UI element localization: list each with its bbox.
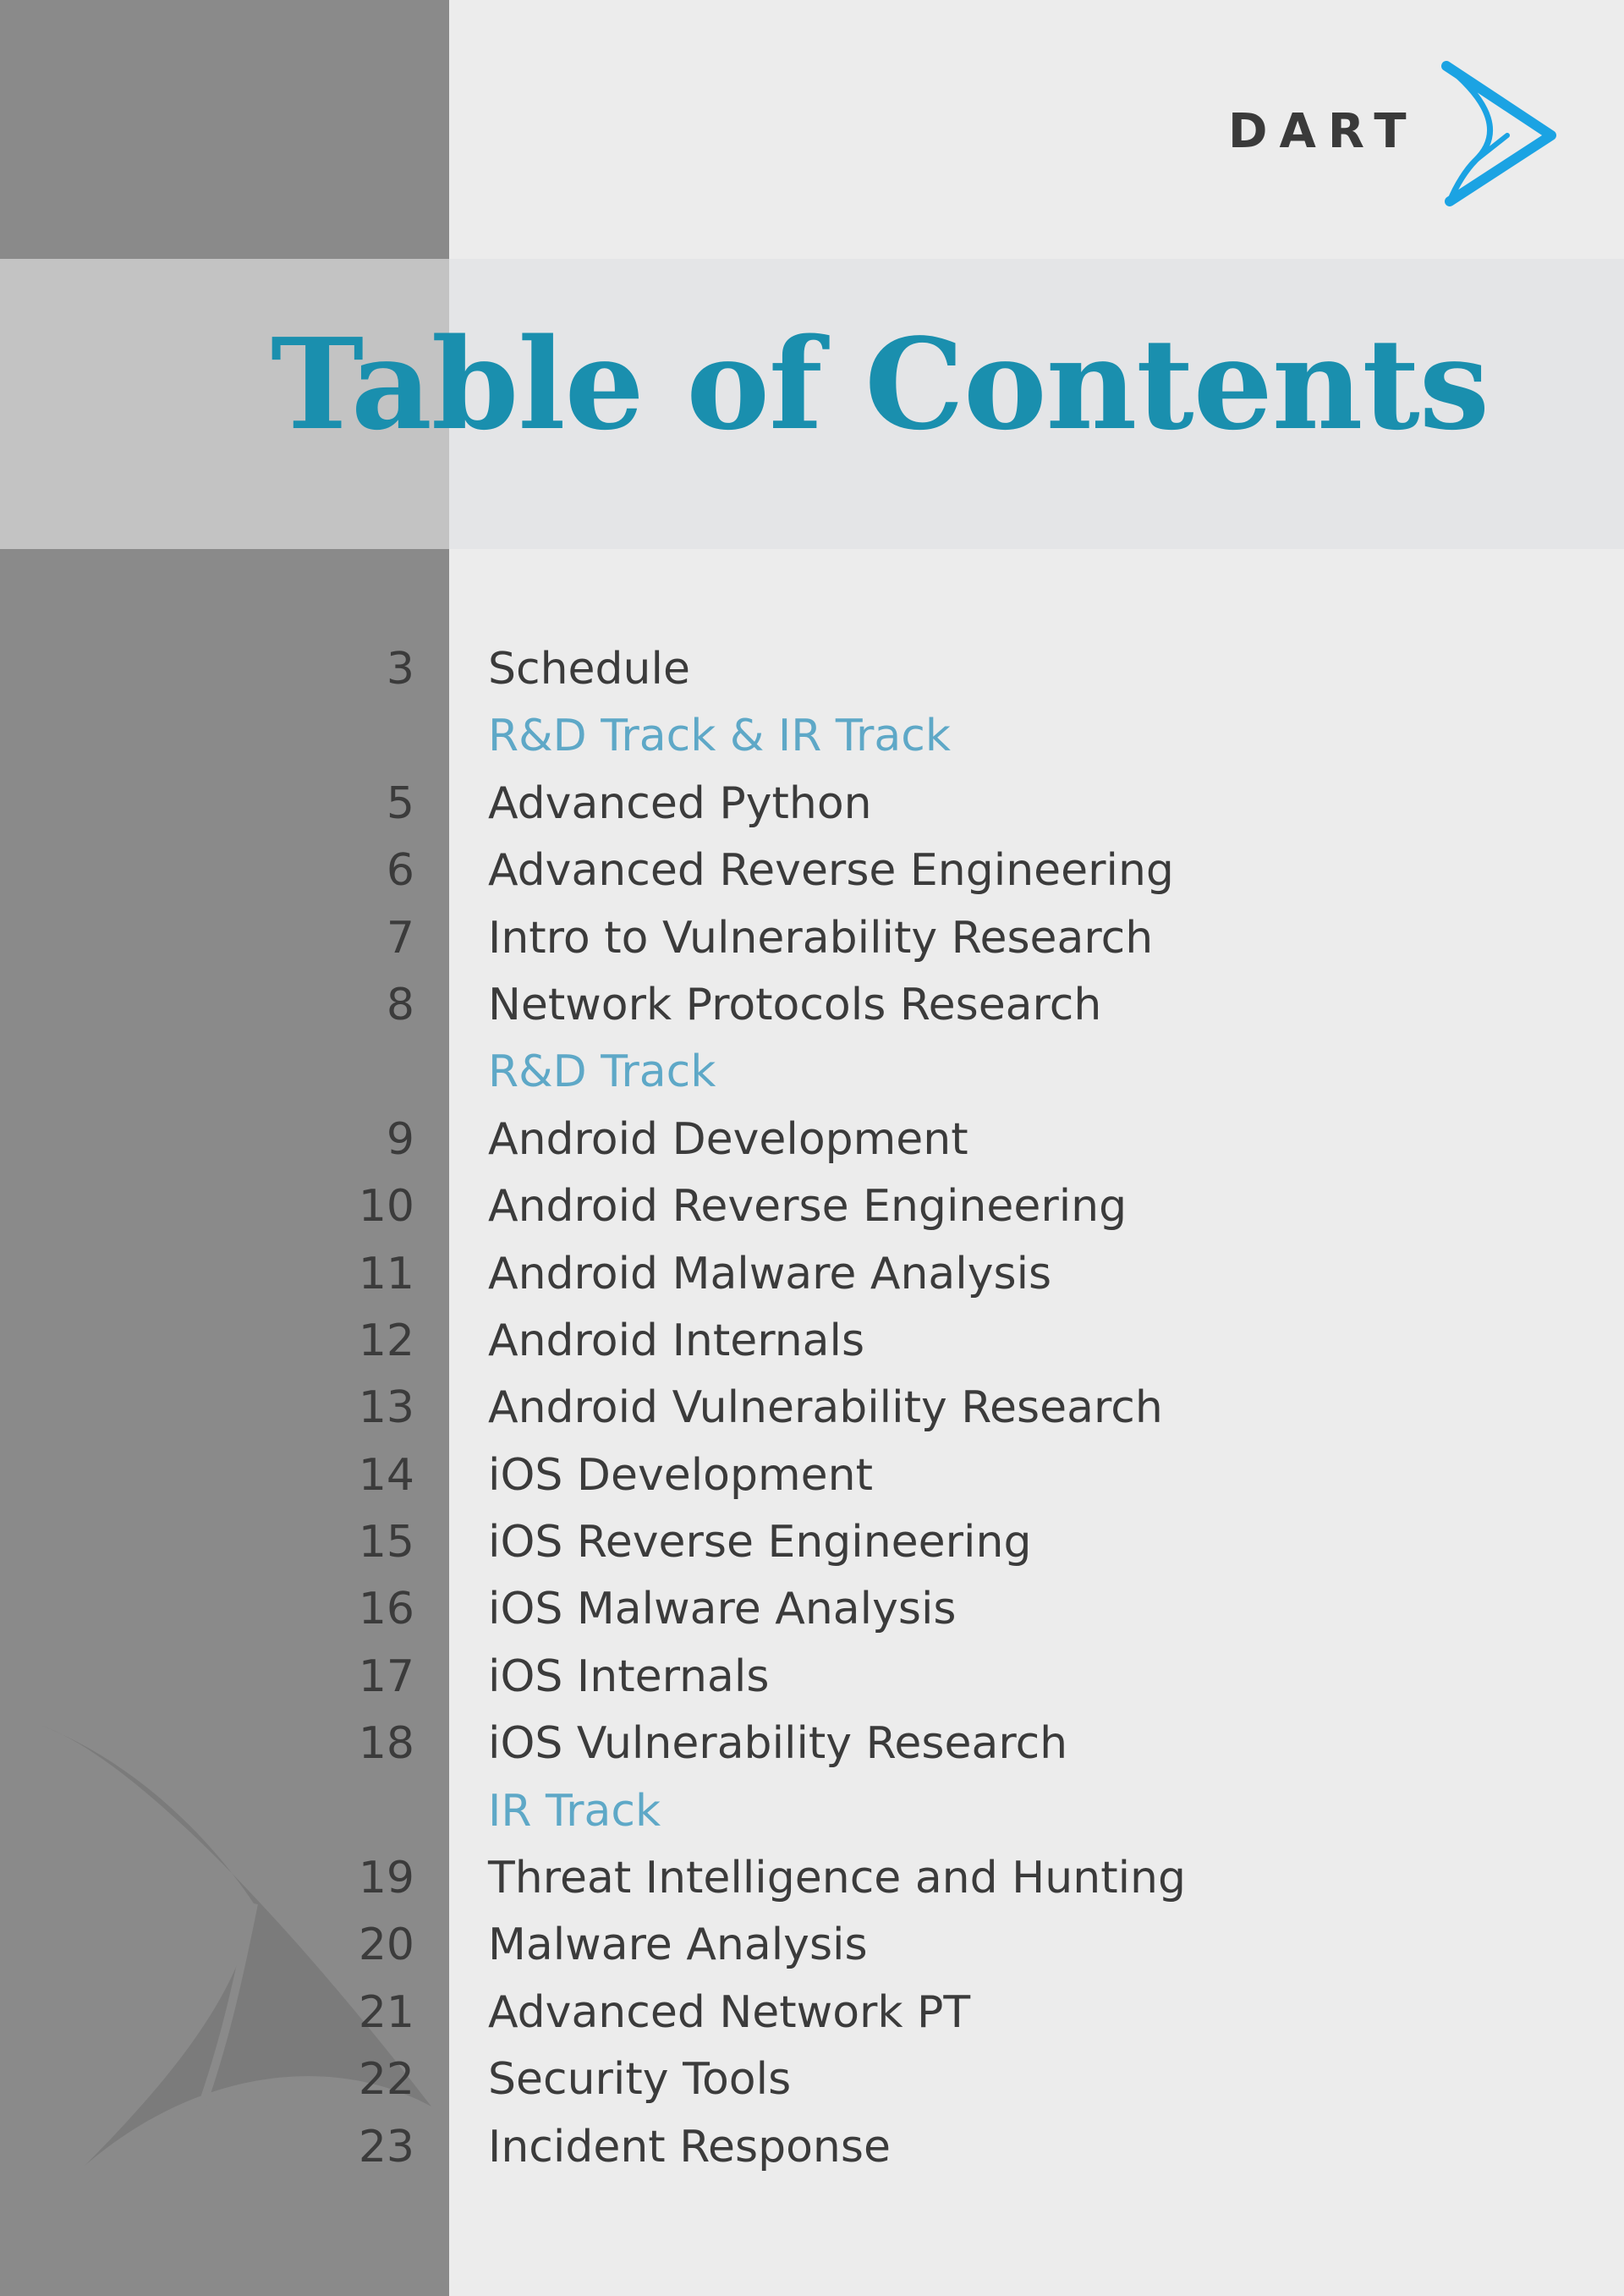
toc-section-rd-track [0,1039,1624,1106]
toc-page-number: 17 [358,1651,414,1702]
toc-page-number: 13 [358,1382,414,1434]
toc-entry-label: Android Reverse Engineering [488,1181,1127,1233]
toc-entry-label: Android Malware Analysis [488,1248,1052,1299]
toc-entry-network-protocols-research[interactable] [0,972,1624,1039]
toc-entry-label: iOS Internals [488,1651,770,1702]
toc-section-label: R&D Track & IR Track [488,711,951,762]
toc-entry-ios-malware-analysis[interactable] [0,1576,1624,1643]
toc-entry-incident-response[interactable] [0,2114,1624,2181]
toc-page-number: 19 [358,1853,414,1904]
toc-entry-advanced-python[interactable] [0,771,1624,838]
toc-entry-label: iOS Development [488,1449,873,1501]
toc-entry-label: iOS Vulnerability Research [488,1718,1068,1770]
toc-page-number: 23 [358,2121,414,2172]
toc-page-number: 6 [386,845,414,897]
toc-entry-label: Advanced Network PT [488,1986,971,2038]
toc-page-number: 21 [358,1986,414,2038]
toc-entry-schedule[interactable] [0,636,1624,703]
toc-entry-label: Network Protocols Research [488,979,1102,1030]
toc-entry-label: iOS Reverse Engineering [488,1517,1032,1568]
toc-entry-android-reverse-engineering[interactable] [0,1173,1624,1240]
dart-logo[interactable] [1228,61,1558,211]
toc-entry-label: Android Internals [488,1315,865,1366]
toc-entry-label: Incident Response [488,2121,891,2172]
toc-page-number: 9 [386,1113,414,1165]
toc-entry-label: Security Tools [488,2054,792,2106]
page-title: Table of Contents [271,310,1490,458]
toc-entry-label: Advanced Python [488,777,872,829]
logo-wordmark: DART [1228,104,1418,159]
toc-entry-label: Android Vulnerability Research [488,1382,1163,1434]
toc-entry-label: Threat Intelligence and Hunting [488,1853,1186,1904]
toc-entry-label: Schedule [488,644,690,695]
toc-entry-android-internals[interactable] [0,1308,1624,1375]
toc-entry-label: Android Development [488,1113,968,1165]
toc-entry-malware-analysis[interactable] [0,1912,1624,1979]
toc-page-number: 8 [386,979,414,1030]
toc-entry-ios-internals[interactable] [0,1644,1624,1711]
toc-page-number: 5 [386,777,414,829]
toc-entry-label: Malware Analysis [488,1920,868,1971]
toc-entry-intro-vulnerability-research[interactable] [0,905,1624,972]
toc-entry-label: Intro to Vulnerability Research [488,912,1154,964]
toc-section-label: IR Track [488,1785,661,1837]
toc-page-number: 3 [386,644,414,695]
toc-entry-advanced-network-pt[interactable] [0,1980,1624,2046]
toc-section-label: R&D Track [488,1046,716,1098]
toc-entry-threat-intelligence-hunting[interactable] [0,1845,1624,1912]
toc-page-number: 14 [358,1449,414,1501]
toc-page-number: 16 [358,1584,414,1635]
toc-page-number: 20 [358,1920,414,1971]
toc-page-number: 22 [358,2054,414,2106]
toc-page-number: 11 [358,1248,414,1299]
toc-entry-android-malware-analysis[interactable] [0,1241,1624,1308]
toc-entry-ios-reverse-engineering[interactable] [0,1509,1624,1576]
toc-entry-android-development[interactable] [0,1107,1624,1173]
toc-entry-advanced-reverse-engineering[interactable] [0,838,1624,904]
toc-page-number: 18 [358,1718,414,1770]
toc-entry-label: iOS Malware Analysis [488,1584,957,1635]
dart-logo-icon [1441,61,1556,206]
toc-entry-ios-vulnerability-research[interactable] [0,1711,1624,1777]
toc-entry-label: Advanced Reverse Engineering [488,845,1174,897]
toc-list [0,636,1624,2181]
toc-page-number: 12 [358,1315,414,1366]
toc-entry-security-tools[interactable] [0,2046,1624,2113]
toc-page-number: 15 [358,1517,414,1568]
toc-page-number: 10 [358,1181,414,1233]
toc-entry-ios-development[interactable] [0,1442,1624,1509]
toc-page-number: 7 [386,912,414,964]
toc-entry-android-vulnerability-research[interactable] [0,1375,1624,1442]
toc-section-rd-ir-track [0,703,1624,770]
toc-section-ir-track [0,1778,1624,1845]
